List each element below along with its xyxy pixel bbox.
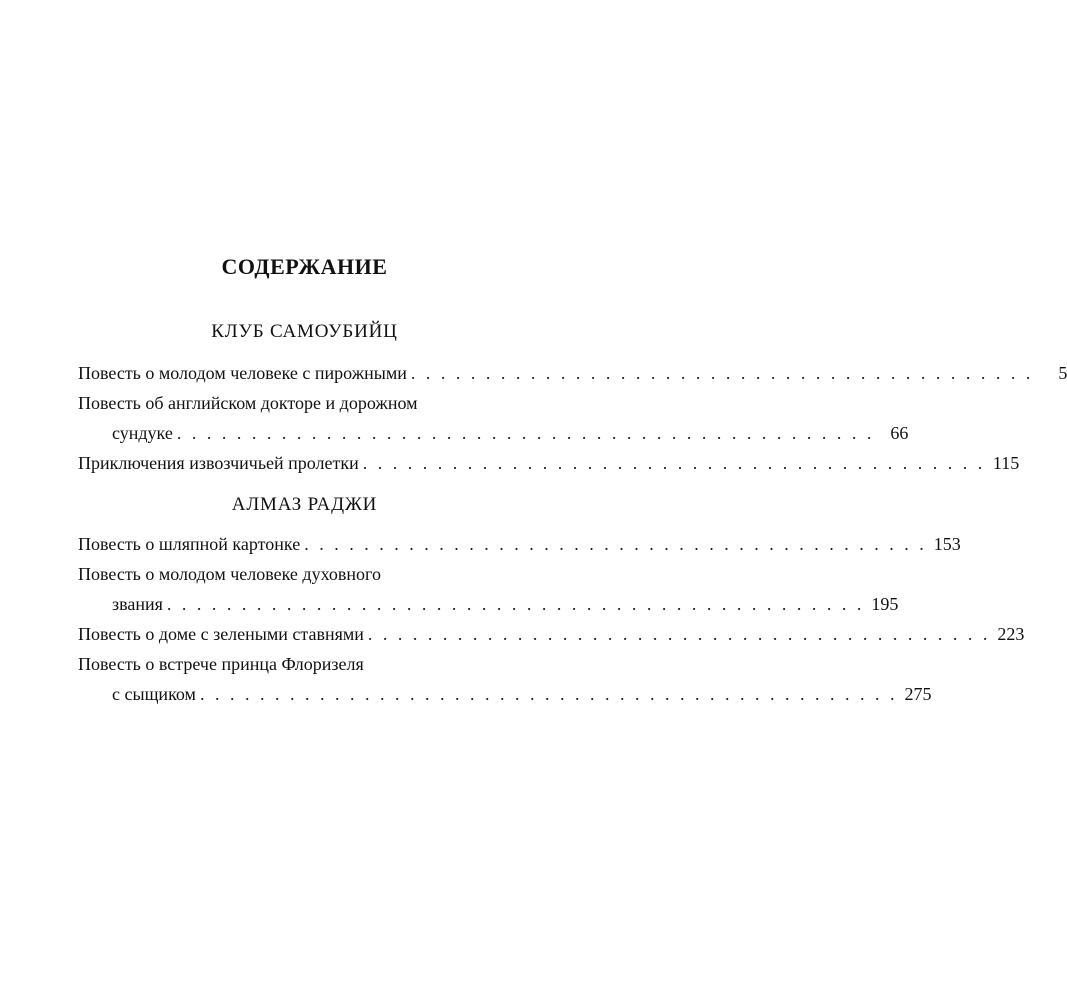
section-heading-diamond: АЛМАЗ РАДЖИ bbox=[231, 494, 378, 515]
toc-entry-title: Повесть о встрече принца Флоризеля bbox=[78, 654, 364, 674]
toc-entry-title: Повесть о молодом человеке с пирожными bbox=[78, 363, 407, 383]
toc-entry-title: Повесть об английском докторе и дорожном bbox=[78, 393, 418, 413]
toc-entry[interactable] bbox=[78, 649, 932, 709]
toc-section-club bbox=[78, 358, 1067, 478]
dot-leader: . . . . . . . . . . . . . . . . . . . . . . . . . . . . . . . . . . . . . . . . . . bbox=[410, 363, 1034, 383]
toc-entry-title: Повесть о доме с зелеными ставнями bbox=[78, 624, 364, 644]
page-title: СОДЕРЖАНИЕ bbox=[221, 254, 388, 279]
toc-entry-title-continued: звания bbox=[112, 594, 163, 614]
toc-entry-title: Повесть о шляпной картонке bbox=[78, 534, 301, 554]
dot-leader: . . . . . . . . . . . . . . . . . . . . . . . . . . . . . . . . . . . . . . . . . . bbox=[362, 453, 986, 473]
toc-page-number: 5 bbox=[1058, 363, 1067, 383]
toc-entry[interactable] bbox=[78, 529, 961, 559]
toc-entry-title: Приключения извозчичьей пролетки bbox=[78, 453, 359, 473]
toc-entry[interactable] bbox=[78, 619, 1025, 649]
toc-entry-title-continued: сундуке bbox=[112, 423, 173, 443]
toc-page-number: 66 bbox=[890, 423, 909, 443]
dot-leader: . . . . . . . . . . . . . . . . . . . . . . . . . . . . . . . . . . . . . . . . . . . . . . . bbox=[199, 684, 898, 704]
dot-leader: . . . . . . . . . . . . . . . . . . . . . . . . . . . . . . . . . . . . . . . . . . bbox=[304, 534, 927, 554]
section-heading-club: КЛУБ САМОУБИЙЦ bbox=[211, 321, 398, 342]
toc-entry[interactable] bbox=[78, 559, 899, 619]
dot-leader: . . . . . . . . . . . . . . . . . . . . . . . . . . . . . . . . . . . . . . . . . . bbox=[367, 624, 991, 644]
toc-page-number: 223 bbox=[997, 624, 1025, 644]
toc-page-number: 275 bbox=[904, 684, 932, 704]
toc-entry[interactable] bbox=[78, 388, 909, 448]
dot-leader: . . . . . . . . . . . . . . . . . . . . . . . . . . . . . . . . . . . . . . . . . . . . . . . bbox=[166, 594, 865, 614]
toc-entry-title-continued: с сыщиком bbox=[112, 684, 196, 704]
toc-page-number: 195 bbox=[871, 594, 899, 614]
toc-page-number: 115 bbox=[992, 453, 1020, 473]
toc-entry-title: Повесть о молодом человеке духовного bbox=[78, 564, 381, 584]
toc-section-diamond bbox=[78, 529, 1025, 709]
dot-leader: . . . . . . . . . . . . . . . . . . . . . . . . . . . . . . . . . . . . . . . . . . . . . . . bbox=[176, 423, 875, 443]
toc-entry[interactable] bbox=[78, 358, 1067, 388]
toc-page-number: 153 bbox=[933, 534, 961, 554]
toc-entry[interactable] bbox=[78, 448, 1020, 478]
